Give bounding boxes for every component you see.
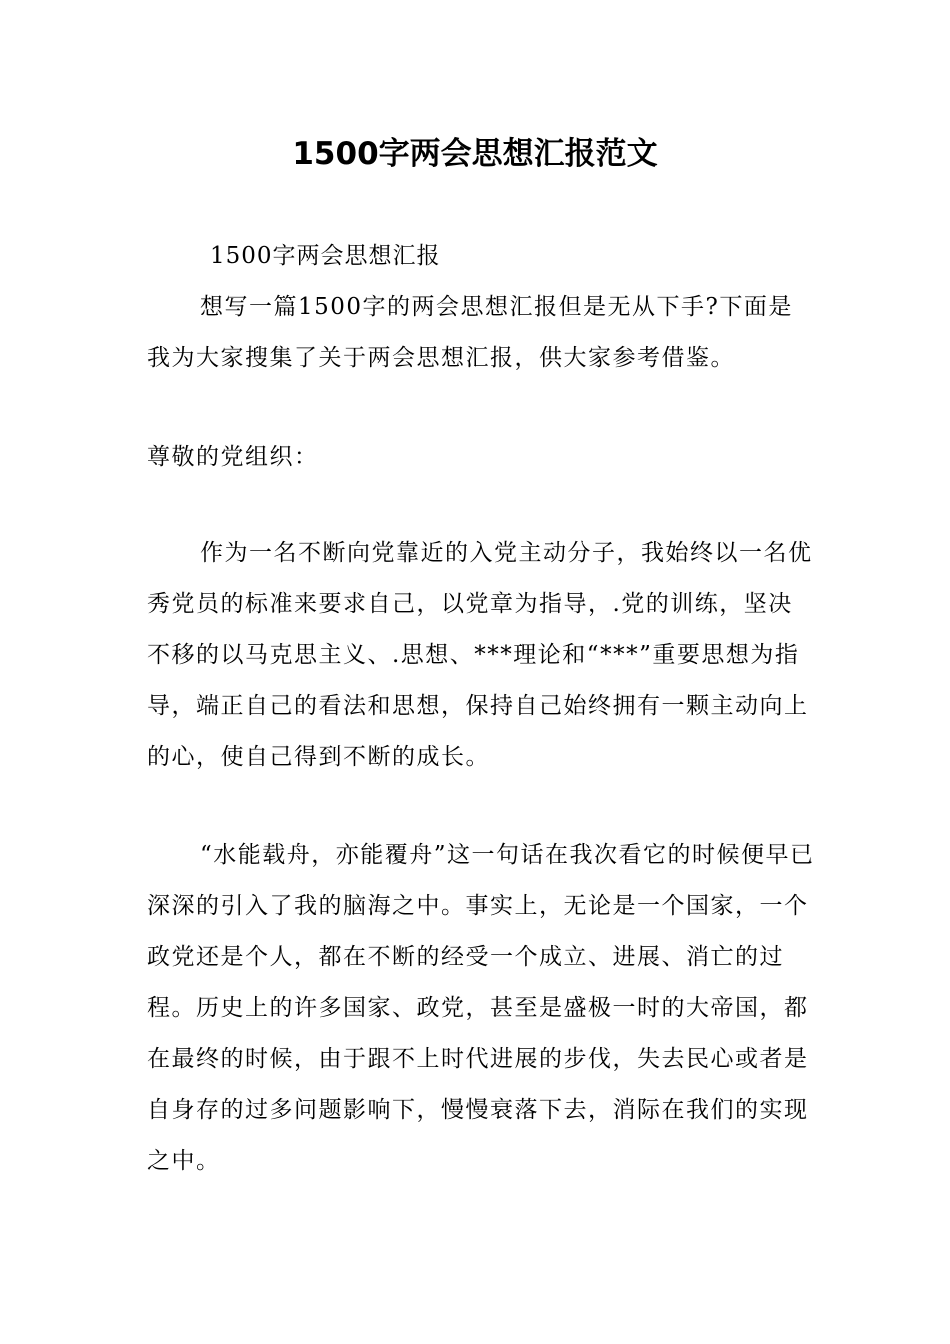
greeting-line: 尊敬的党组织： — [147, 444, 319, 470]
intro-paragraph: 想写一篇1500字的两会思想汇报但是无从下手?下面是我为大家搜集了关于两会思想汇报，供大家参考借鉴。 — [147, 294, 793, 371]
body-paragraph: “水能载舟，亦能覆舟”这一句话在我次看它的时候便早已深深的引入了我的脑海之中。事实上，无论是一个国家，一个政党还是个人，都在不断的经受一个成立、进展、消亡的过程。历史上的许多国家、政党，甚至是盛极一时的大帝国，都在最终的时候，由于跟不上时代进展的步伐，失去民心或者是自身存的过多问题影响下，慢慢衰落下去，消际在我们的实现之中。 — [147, 842, 815, 1174]
document-subtitle: 1500字两会思想汇报 — [210, 243, 441, 269]
body-paragraph: 作为一名不断向党靠近的入党主动分子，我始终以一名优秀党员的标准来要求自己，以党章为指导，.党的训练，坚决不移的以马克思主义、.思想、***理论和“***”重要思想为指导，端正自己的看法和思想，保持自己始终拥有一颗主动向上的心，使自己得到不断的成长。 — [147, 540, 813, 770]
document-title: 1500字两会思想汇报范文 — [292, 136, 658, 172]
